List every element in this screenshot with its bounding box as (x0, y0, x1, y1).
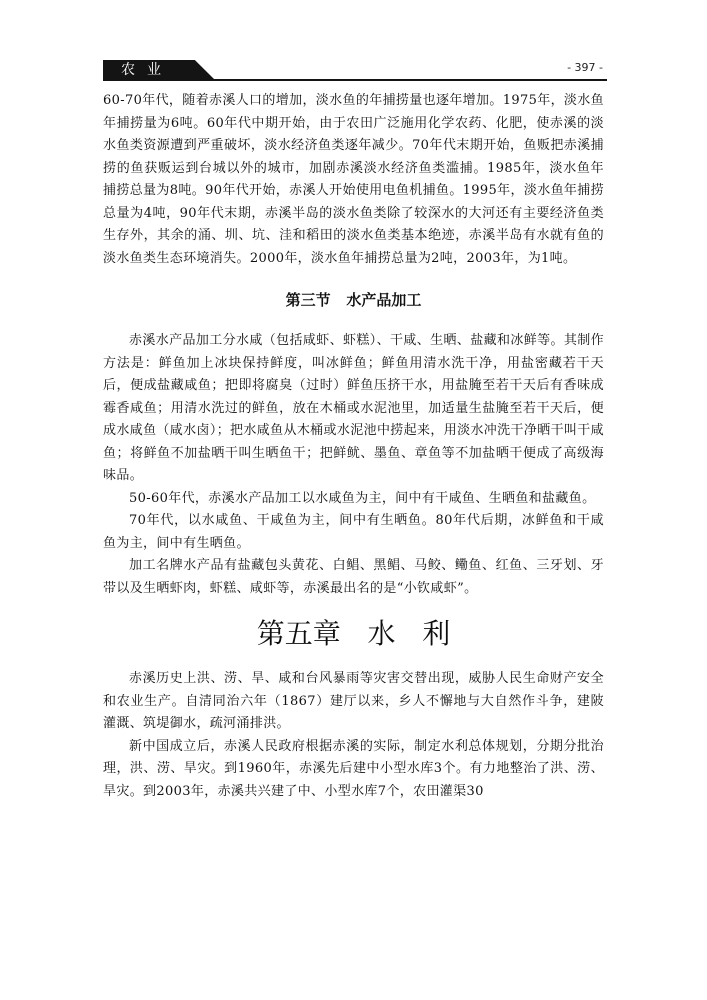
section-tab-label: 农业 (121, 62, 173, 78)
paragraph-water-history: 赤溪历史上洪、涝、旱、咸和台风暴雨等灾害交替出现，威胁人民生命财产安全和农业生产。自清同治六年（1867）建厅以来，乡人不懈地与大自然作斗争，建陂灌溉、筑堤御水，疏河涌排洪。 (103, 671, 604, 731)
paragraph-famous-products: 加工名牌水产品有盐藏包头黄花、白鲳、黑鲳、马鲛、鳓鱼、红鱼、三牙划、牙带以及生晒虾肉，虾糕、咸虾等，赤溪最出名的是“小钦咸虾”。 (103, 558, 604, 596)
paragraph-fish-catch: 60-70年代，随着赤溪人口的增加，淡水鱼的年捕捞量也逐年增加。1975年，淡水鱼年捕捞量为6吨。60年代中期开始，由于农田广泛施用化学农药、化肥，使赤溪的淡水鱼类资源遭到严重破坏，淡水经济鱼类逐年减少。70年代末期开始，鱼贩把赤溪捕捞的鱼获贩运到台城以外的城市，加剧赤溪淡水经济鱼类滥捕。1985年，淡水鱼年捕捞总量为8吨。90年代开始，赤溪人开始使用电鱼机捕鱼。1995年，淡水鱼年捕捞总量为4吨，90年代末期，赤溪半岛的淡水鱼类除了较深水的大河还有主要经济鱼类生存外，其余的涌、圳、坑、洼和稻田的淡水鱼类基本绝迹，赤溪半岛有水就有鱼的淡水鱼类生态环境消失。2000年，淡水鱼年捕捞总量为2吨，2003年，为1吨。 (103, 93, 604, 266)
paragraph-1970s-80s: 70年代，以水咸鱼、干咸鱼为主，间中有生晒鱼。80年代后期，冰鲜鱼和干咸鱼为主，间中有生晒鱼。 (103, 513, 604, 551)
page-number: - 397 - (567, 61, 603, 74)
page-header (103, 60, 607, 80)
page-body (103, 90, 604, 803)
paragraph-water-planning: 新中国成立后，赤溪人民政府根据赤溪的实际，制定水利总体规划，分期分批治理，洪、涝、旱灾。到1960年，赤溪先后建中小型水库3个。有力地整治了洪、涝、旱灾。到2003年，赤溪共兴建了中、小型水库7个，农田灌渠30 (103, 738, 604, 799)
paragraph-1950s-60s: 50-60年代，赤溪水产品加工以水咸鱼为主，间中有干咸鱼、生晒鱼和盐藏鱼。 (129, 490, 596, 506)
chapter-title: 第五章 水 利 (256, 617, 451, 650)
paragraph-processing-methods: 赤溪水产品加工分水咸（包括咸虾、虾糕）、干咸、生晒、盐藏和冰鲜等。其制作方法是：鲜鱼加上冰块保持鲜度，叫冰鲜鱼；鲜鱼用清水洗干净，用盐密藏若干天后，便成盐藏咸鱼；把即将腐臭（过时）鲜鱼压挤干水，用盐腌至若干天后有香味成霉香咸鱼；用清水洗过的鲜鱼，放在木桶或水泥池里，加适量生盐腌至若干天后，便成水咸鱼（咸水卤）；把水咸鱼从木桶或水泥池中捞起来，用淡水冲洗干净晒干叫干咸鱼；将鲜鱼不加盐晒干叫生晒鱼干；把鲜鱿、墨鱼、章鱼等不加盐晒干便成了高级海味品。 (103, 333, 604, 483)
section-title: 第三节 水产品加工 (285, 291, 422, 309)
header-rule (103, 79, 607, 81)
